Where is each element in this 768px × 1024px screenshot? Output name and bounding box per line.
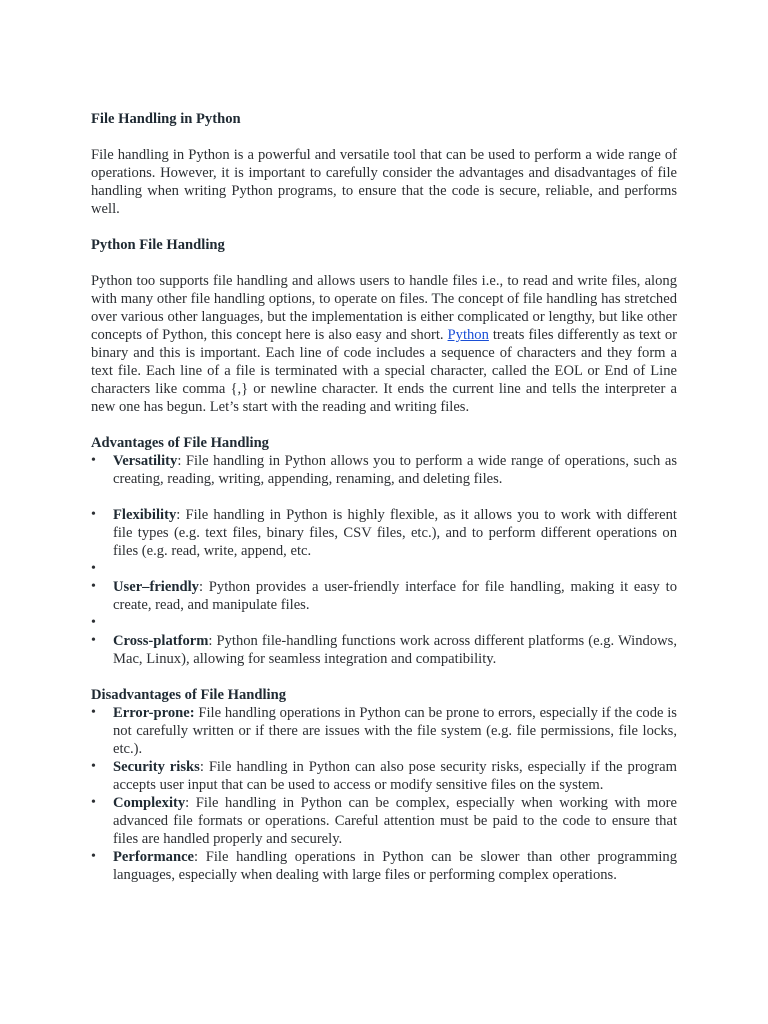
bullet-icon: •: [91, 795, 96, 810]
list-item-security-risks: [91, 758, 677, 794]
list-item-text: : File handling in Python is highly flexible, as it allows you to work with different file types (e.g. text files, binary files, CSV files, etc.), and to perform different operations on files (e.g. read, write, append, etc.: [113, 507, 677, 559]
advantages-heading: Advantages of File Handling: [91, 435, 269, 451]
list-item-text: : File handling operations in Python can be slower than other programming languages, especially when dealing with large files or performing complex operations.: [113, 849, 677, 883]
bullet-icon: •: [91, 615, 96, 630]
spacer: [91, 218, 677, 236]
bullet-icon: •: [91, 705, 96, 720]
list-item-term: Complexity: [113, 795, 186, 811]
list-item-term: Versatility: [113, 453, 178, 469]
list-item-term: Error-prone:: [113, 705, 195, 721]
list-item-term: Cross-platform: [113, 633, 209, 649]
bullet-icon: •: [91, 507, 96, 522]
list-item-text: : File handling in Python can be complex, especially when working with more advanced file formats or operations. Careful attention must be paid to the code to ensure that files are handled properly and securely.: [113, 795, 677, 847]
document-body: [91, 110, 677, 884]
list-item-text: File handling operations in Python can be prone to errors, especially if the code is not carefully written or if there are issues with the file system (e.g. file permissions, file locks, etc.).: [113, 705, 677, 757]
list-item-error-prone: [91, 704, 677, 758]
bullet-icon: •: [91, 849, 96, 864]
disadvantages-heading: Disadvantages of File Handling: [91, 687, 287, 703]
paragraph-text-before-link: Python too supports file handling and allows users to handle files i.e., to read and write files, along with many other file handling options, to operate on files. The concept of file handling has stretched over various other languages, but the implementation is either complicated or lengthy, but like other concepts of Python, this concept here is also easy and short.: [91, 273, 677, 343]
document-title: File Handling in Python: [91, 111, 241, 127]
list-item-user-friendly: [91, 578, 677, 614]
list-item-empty: [91, 614, 677, 632]
list-item-term: User–friendly: [113, 579, 199, 595]
bullet-icon: •: [91, 561, 96, 576]
list-item-blank-spacer: [91, 488, 677, 506]
advantages-list: [91, 452, 677, 668]
list-item-text: : Python file-handling functions work across different platforms (e.g. Windows, Mac, Linux), allowing for seamless integration and compatibility.: [113, 633, 677, 667]
list-item-flexibility: [91, 506, 677, 560]
python-file-handling-paragraph: [91, 272, 677, 416]
list-item-text: : Python provides a user-friendly interface for file handling, making it easy to create, read, and manipulate files.: [113, 579, 677, 613]
intro-paragraph: File handling in Python is a powerful and versatile tool that can be used to perform a wide range of operations. However, it is important to carefully consider the advantages and disadvantages of file handling when writing Python programs, to ensure that the code is secure, reliable, and performs well.: [91, 147, 677, 217]
paragraph-text-after-link: treats files differently as text or binary and this is important. Each line of code includes a sequence of characters and they form a text file. Each line of a file is terminated with a special character, called the EOL or End of Line characters like comma {,} or newline character. It ends the current line and tells the interpreter a new one has begun. Let’s start with the reading and writing files.: [91, 327, 677, 415]
python-link[interactable]: Python: [447, 327, 489, 343]
list-item-performance: [91, 848, 677, 884]
list-item-term: Security risks: [113, 759, 200, 775]
bullet-icon: •: [91, 453, 96, 468]
list-item-complexity: [91, 794, 677, 848]
spacer: [91, 254, 677, 272]
list-item-text: : File handling in Python can also pose security risks, especially if the program accepts user input that can be used to access or modify sensitive files on the system.: [113, 759, 677, 793]
list-item-term: Performance: [113, 849, 195, 865]
list-item-term: Flexibility: [113, 507, 177, 523]
list-item-versatility: [91, 452, 677, 488]
spacer: [91, 668, 677, 686]
section-heading-python-file-handling: Python File Handling: [91, 237, 225, 253]
list-item-text: : File handling in Python allows you to perform a wide range of operations, such as creating, reading, writing, appending, renaming, and deleting files.: [113, 453, 677, 487]
list-item-cross-platform: [91, 632, 677, 668]
spacer: [91, 128, 677, 146]
bullet-icon: •: [91, 633, 96, 648]
list-item-empty: [91, 560, 677, 578]
disadvantages-list: [91, 704, 677, 884]
bullet-icon: •: [91, 759, 96, 774]
bullet-icon: •: [91, 579, 96, 594]
spacer: [91, 416, 677, 434]
